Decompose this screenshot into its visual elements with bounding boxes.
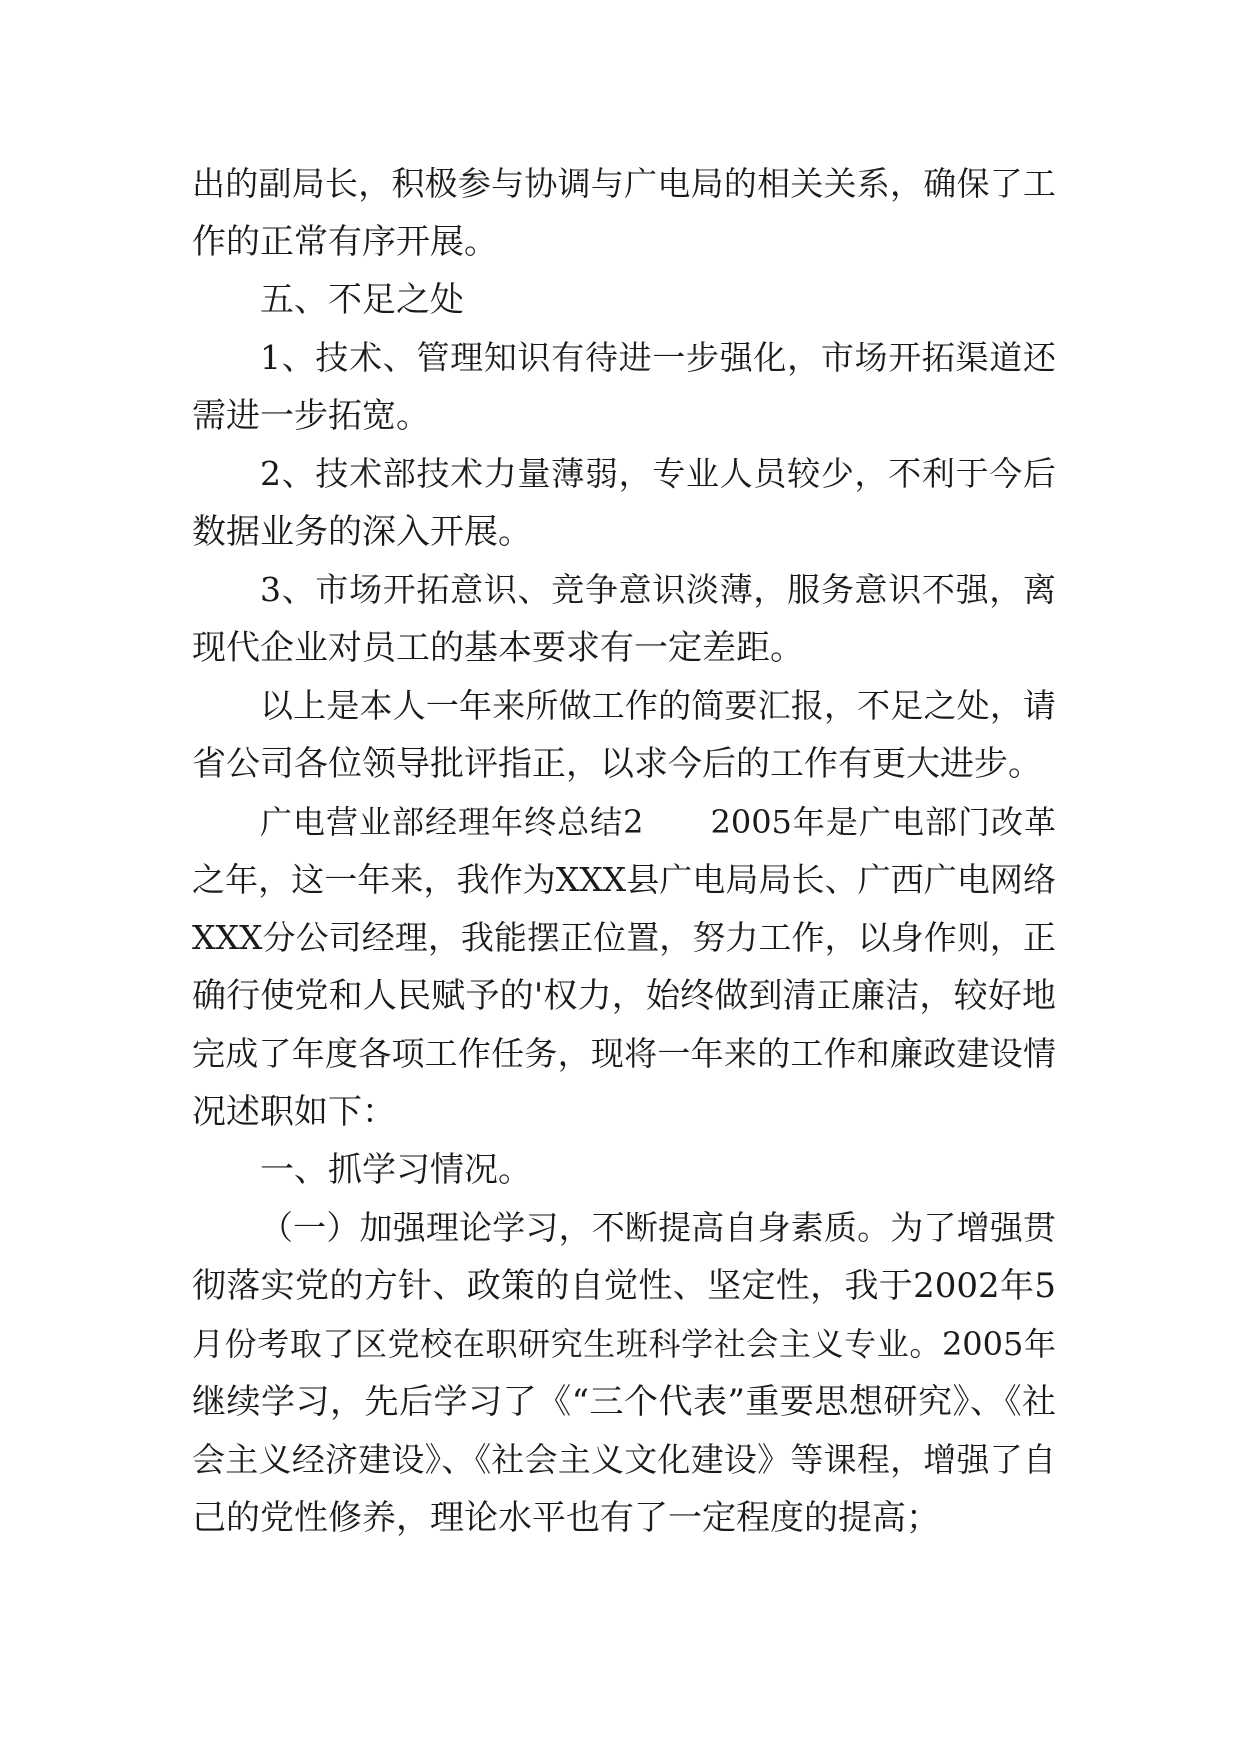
paragraph-line: 作的正常有序开展。	[192, 222, 498, 262]
paragraph-line: 况述职如下：	[192, 1092, 396, 1132]
paragraph-line: 2、技术部技术力量薄弱，专业人员较少，不利于今后	[260, 454, 1056, 493]
paragraph-line: 1、技术、管理知识有待进一步强化，市场开拓渠道还	[260, 338, 1056, 377]
document-body	[192, 155, 1056, 1547]
paragraph-line: 之年，这一年来，我作为XXX县广电局局长、广西广电网络	[192, 860, 1056, 899]
paragraph-line: 月份考取了区党校在职研究生班科学社会主义专业。2005年	[192, 1325, 1056, 1363]
paragraph-line: 省公司各位领导批评指正，以求今后的工作有更大进步。	[192, 744, 1042, 784]
paragraph-line: XXX分公司经理，我能摆正位置，努力工作，以身作则，正	[192, 918, 1056, 957]
paragraph-line: 会主义经济建设》、《社会主义文化建设》等课程，增强了自	[192, 1440, 1056, 1479]
paragraph-line: 确行使党和人民赋予的'权力，始终做到清正廉洁，较好地	[192, 976, 1056, 1016]
paragraph-line: （一）加强理论学习，不断提高自身素质。为了增强贯	[260, 1208, 1056, 1247]
paragraph-line: 以上是本人一年来所做工作的简要汇报，不足之处，请	[260, 686, 1056, 725]
paragraph-line: 需进一步拓宽。	[192, 396, 430, 436]
paragraph-line: 己的党性修养，理论水平也有了一定程度的提高；	[192, 1498, 940, 1538]
paragraph-line: 3、市场开拓意识、竞争意识淡薄，服务意识不强，离	[260, 570, 1056, 609]
paragraph-line: 出的副局长，积极参与协调与广电局的相关关系，确保了工	[192, 164, 1056, 203]
paragraph-line: 彻落实党的方针、政策的自觉性、坚定性，我于2002年5	[192, 1266, 1056, 1306]
section-heading: 五、不足之处	[260, 280, 464, 320]
paragraph-line: 现代企业对员工的基本要求有一定差距。	[192, 628, 804, 668]
paragraph-line: 完成了年度各项工作任务，现将一年来的工作和廉政建设情	[192, 1034, 1056, 1073]
section-heading: 一、抓学习情况。	[260, 1150, 532, 1190]
paragraph-line: 继续学习，先后学习了《“三个代表”重要思想研究》、《社	[192, 1382, 1056, 1422]
paragraph-line: 广电营业部经理年终总结2 2005年是广电部门改革	[260, 803, 1056, 841]
paragraph-line: 数据业务的深入开展。	[192, 512, 532, 552]
